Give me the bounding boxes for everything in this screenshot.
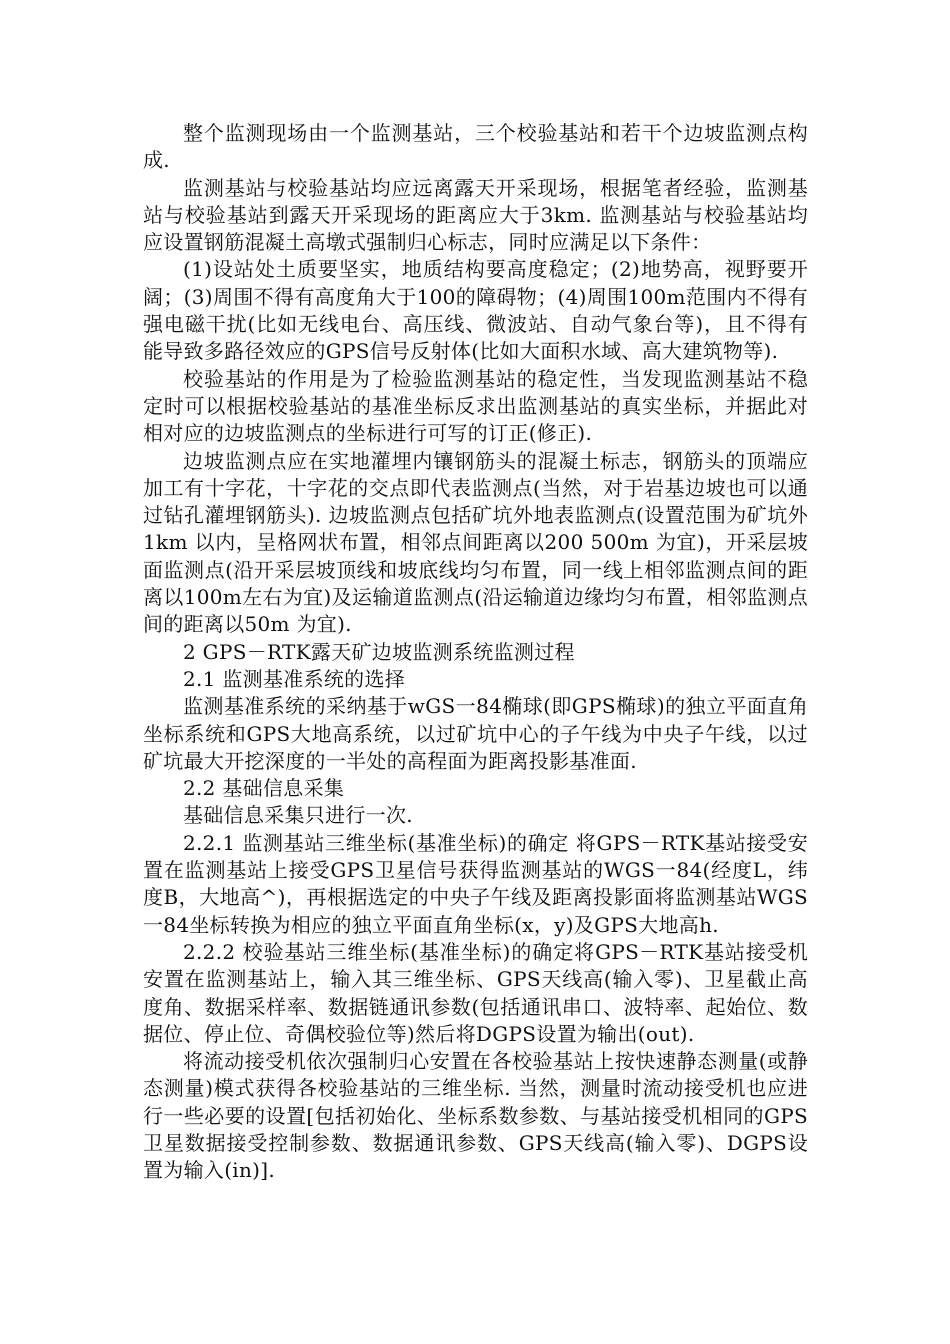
paragraph-site-composition: 整个监测现场由一个监测基站，三个校验基站和若干个边坡监测点构成. [143,121,808,173]
paragraph-datum-system: 监测基准系统的采纳基于wGS一84椭球(即GPS椭球)的独立平面直角坐标系统和GPS大地高系统，以过矿坑中心的子午线为中央子午线，以过矿坑最大开挖深度的一半处的高程面为距离投影基准面. [143,694,808,773]
paragraph-collect-once: 基础信息采集只进行一次. [183,803,413,828]
paragraph-verification-station-role: 校验基站的作用是为了检验监测基站的稳定性，当发现监测基站不稳定时可以根据校验基站的基准坐标反求出监测基站的真实坐标，并据此对相对应的边坡监测点的坐标进行可写的订正(修正). [143,366,808,446]
paragraph-slope-monitoring-points: 边坡监测点应在实地灌埋内镶钢筋头的混凝土标志，钢筋头的顶端应加工有十字花，十字花的交点即代表监测点(当然，对于岩基边坡也可以通过钻孔灌埋钢筋头). 边坡监测点包括矿坑外地表监测点(设置范围为矿坑外1km 以内，呈格网状布置，相邻点间距离以200 500m 为宜)，开采层坡面监测点(沿开采层坡顶线和坡底线均匀布置，同一线上相邻监测点间的距离以100m左右为宜)及运输道监测点(沿运输道边缘均匀布置，相邻监测点间的距离以50m 为宜). [143,448,808,637]
section-heading-2-2: 2.2 基础信息采集 [183,776,345,801]
paragraph-base-station-distance: 监测基站与校验基站均应远离露天开采现场，根据笔者经验，监测基站与校验基站到露天开采现场的距离应大于3km. 监测基站与校验基站均应设置钢筋混凝土高墩式强制归心标志，同时应满足以下条件： [143,175,808,255]
paragraph-rover-receiver: 将流动接受机依次强制归心安置在各校验基站上按快速静态测量(或静态测量)模式获得各校验基站的三维坐标. 当然，测量时流动接受机也应进行一些必要的设置[包括初始化、坐标系数参数、与基站接受机相同的GPS卫星数据接受控制参数、数据通讯参数、GPS天线高(输入零)、DGPS设置为输入(in)]. [143,1049,808,1183]
section-heading-2: 2 GPS－RTK露天矿边坡监测系统监测过程 [183,639,575,664]
paragraph-2-2-1: 2.2.1 监测基站三维坐标(基准坐标)的确定 将GPS－RTK基站接受安置在监测基站上接受GPS卫星信号获得监测基站的WGS一84(经度L，纬度B，大地高^)，再根据选定的中央子午线及距离投影面将监测基站WGS一84坐标转换为相应的独立平面直角坐标(x，y)及GPS大地高h. [143,830,808,937]
section-heading-2-1: 2.1 监测基准系统的选择 [183,666,406,691]
document-body [143,120,808,1185]
paragraph-site-conditions: (1)设站处土质要坚实，地质结构要高度稳定；(2)地势高，视野要开阔；(3)周围不得有高度角大于100的障碍物；(4)周围100m范围内不得有强电磁干扰(比如无线电台、高压线、微波站、自动气象台等)，且不得有能导致多路径效应的GPS信号反射体(比如大面积水域、高大建筑物等). [143,257,808,364]
paragraph-2-2-2: 2.2.2 校验基站三维坐标(基准坐标)的确定将GPS－RTK基站接受机安置在监测基站上，输入其三维坐标、GPS天线高(输入零)、卫星截止高度角、数据采样率、数据链通讯参数(包括通讯串口、波特率、起始位、数据位、停止位、奇偶校验位等)然后将DGPS设置为输出(out). [143,939,808,1046]
